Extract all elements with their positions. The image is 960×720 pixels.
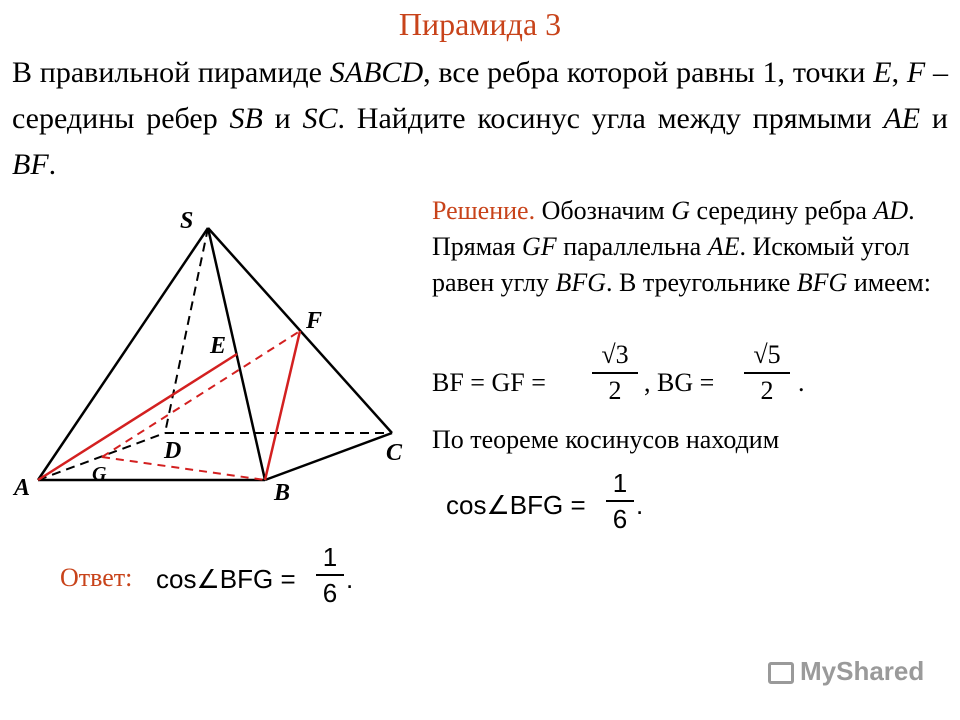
myshared-watermark: MyShared xyxy=(768,656,924,687)
problem-statement: В правильной пирамиде SABCD, все ребра которой равны 1, точки E, F – середины ребер SB и SC. Найдите косинус угла между прямыми AE и BF. xyxy=(12,56,949,181)
answer-formula: cos∠BFG = 1 6 . xyxy=(156,542,354,608)
label-F: F xyxy=(306,308,323,334)
cosine-theorem-text: По теореме косинусов находим xyxy=(432,425,780,454)
solution-label: Решение. xyxy=(432,196,536,225)
segment-GB xyxy=(102,457,265,480)
label-E: E xyxy=(210,333,227,359)
result-formula: cos∠BFG = 1 6 . xyxy=(446,468,644,534)
label-B: B xyxy=(274,480,291,506)
label-D: D xyxy=(164,438,182,464)
label-C: C xyxy=(386,440,403,466)
lengths-equation: BF = GF = √3 2 , BG = √5 2 . xyxy=(432,340,805,405)
pyramid-figure xyxy=(0,195,420,515)
presentation-icon xyxy=(768,662,794,684)
solution-text: Решение. Обозначим G середину ребра AD. Прямая GF параллельна AE. Искомый угол равен углу BFG. В треугольнике BFG имеем: xyxy=(432,196,931,297)
segment-BF xyxy=(265,331,300,480)
edge-BC xyxy=(265,433,392,480)
edge-SC xyxy=(208,228,392,433)
answer-label: Ответ: xyxy=(60,563,133,592)
label-A: A xyxy=(14,475,31,501)
slide-title: Пирамида 3 xyxy=(398,6,562,42)
label-G: G xyxy=(92,463,107,485)
segment-GF xyxy=(102,331,300,457)
label-S: S xyxy=(180,208,194,234)
